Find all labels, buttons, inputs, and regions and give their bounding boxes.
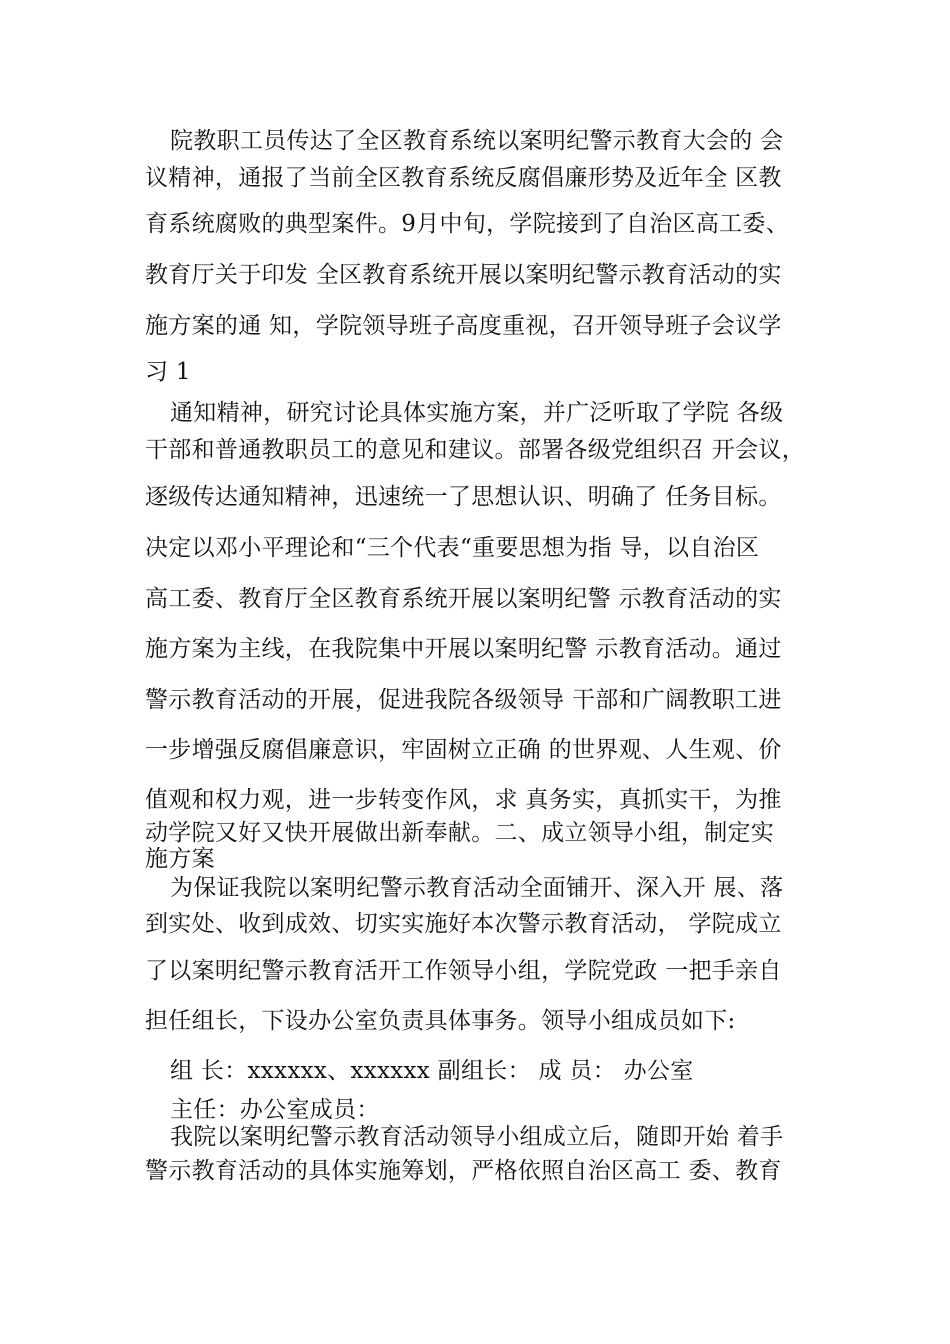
text-line: 值观和权力观，进一步转变作风，求 真务实，真抓实干，为推 [145,787,782,813]
text-line: 议精神，通报了当前全区教育系统反腐倡廉形势及近年全 区教 [145,165,782,191]
text-line: 通知精神，研究讨论具体实施方案，并广泛听取了学院 各级 [170,400,784,426]
text-line: 担任组长，下设办公室负责具体事务。领导小组成员如下: [145,1008,736,1034]
text-line: 警示教育活动的开展，促进我院各级领导 干部和广阔教职工进 [145,687,782,713]
text-line: 习 1 [145,359,191,385]
text-line: 了以案明纪警示教育活开工作领导小组，学院党政 一把手亲自 [145,958,782,984]
text-line: 干部和普通教职员工的意见和建议。部署各级党组织召 开会议， [145,437,806,463]
text-line: 到实处、收到成效、切实实施好本次警示教育活动， 学院成立 [145,911,782,937]
text-line: 组 长：xxxxxx、xxxxxx 副组长： 成 员： 办公室 [170,1058,694,1084]
text-line: 动学院又好又快开展做出新奉献。二、成立领导小组，制定实 [145,820,775,846]
text-line: 一步增强反腐倡廉意识，牢固树立正确 的世界观、人生观、价 [145,737,782,763]
text-line: 警示教育活动的具体实施筹划，严格依照自治区高工 委、教育 [145,1158,782,1184]
text-line: 施方案 [145,846,215,872]
text-line: 院教职工员传达了全区教育系统以案明纪警示教育大会的 会 [170,128,784,154]
text-line: 高工委、教育厅全区教育系统开展以案明纪警 示教育活动的实 [145,586,782,612]
text-line: 施方案的通 知，学院领导班子高度重视，召开领导班子会议学 [145,313,782,339]
text-line: 为保证我院以案明纪警示教育活动全面铺开、深入开 展、落 [170,875,784,901]
text-line: 逐级传达通知精神，迅速统一了思想认识、明确了 任务目标。 [145,484,782,510]
text-line: 我院以案明纪警示教育活动领导小组成立后，随即开始 着手 [170,1124,784,1150]
text-line: 教育厅关于印发 全区教育系统开展以案明纪警示教育活动的实 [145,262,782,288]
text-line: 施方案为主线，在我院集中开展以案明纪警 示教育活动。通过 [145,636,782,662]
text-line: 主任：办公室成员： [170,1097,380,1123]
text-line: 决定以邓小平理论和“三个代表“重要思想为指 导，以自治区 [145,535,760,561]
text-line: 育系统腐败的典型案件。9月中旬，学院接到了自治区高工委、 [145,211,790,237]
